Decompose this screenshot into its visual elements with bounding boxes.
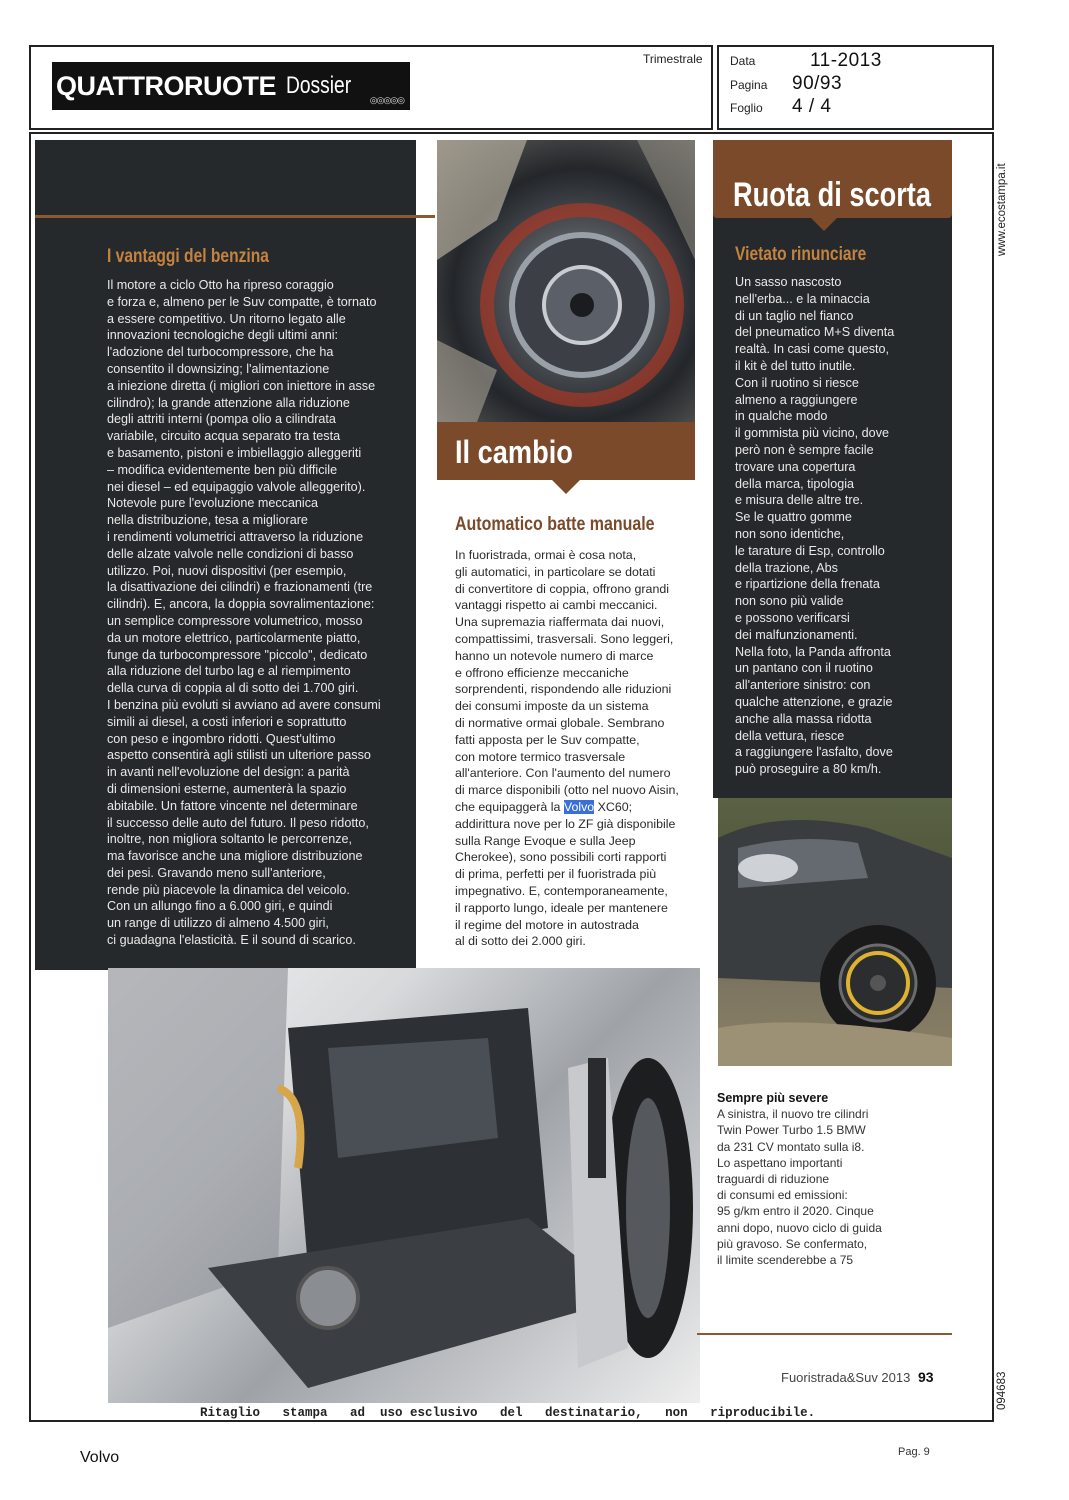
left-heading: I vantaggi del benzina bbox=[107, 246, 269, 267]
right-article-line: e possono verificarsi bbox=[735, 610, 850, 625]
right-article-line: può proseguire a 80 km/h. bbox=[735, 762, 882, 777]
side-url: www.ecostampa.it bbox=[996, 163, 1008, 256]
right-article-line: del pneumatico M+S diventa bbox=[735, 325, 895, 340]
right-article-line: della vettura, riesce bbox=[735, 728, 845, 743]
left-article-line: cilindro); la grande attenzione alla riduzione bbox=[107, 395, 350, 410]
left-article-line: delle alzate valvole nelle condizioni di basso bbox=[107, 546, 354, 561]
middle-article-line: al di sotto dei 2.000 giri. bbox=[455, 934, 586, 949]
right-article-line: della trazione, Abs bbox=[735, 560, 838, 575]
left-article-line: Notevole pure l'evoluzione meccanica bbox=[107, 496, 319, 511]
right-article-line: il kit è del tutto inutile. bbox=[735, 358, 856, 373]
middle-article-line: dei consumi imposte da un sistema bbox=[455, 699, 649, 714]
middle-article-line: con motore termico trasversale bbox=[455, 749, 626, 764]
left-article-line: un semplice compressore volumetrico, mosso bbox=[107, 613, 363, 628]
right-article-line: all'anteriore sinistro: con bbox=[735, 678, 871, 693]
left-article-line: e basamento, pistoni e imbiellaggio alleggeriti bbox=[107, 445, 362, 460]
footer-pag: Pag. 9 bbox=[898, 1446, 930, 1458]
middle-article-line: sorprendenti, rispondendo alle riduzioni bbox=[455, 682, 672, 697]
right-article-line: anche alla massa ridotta bbox=[735, 711, 872, 726]
middle-article-line: addirittura nove per lo ZF già disponibile bbox=[455, 816, 676, 831]
caption-title: Sempre più severe bbox=[717, 1091, 829, 1105]
left-article-line: nei diesel – ed equipaggio valvole alleggerito). bbox=[107, 479, 366, 494]
left-article-line: consentito il downsizing; l'alimentazione bbox=[107, 361, 330, 376]
right-article-line: non sono più valide bbox=[735, 594, 844, 609]
left-article-line: abitabile. Un fattore vincente nel determinare bbox=[107, 798, 358, 813]
caption-line: il limite scenderebbe a 75 bbox=[717, 1253, 854, 1268]
left-article-line: ci guadagna l'elasticità. E il sound di scarico. bbox=[107, 933, 356, 948]
left-article-line: rende più piacevole la dinamica del veicolo. bbox=[107, 882, 350, 897]
photo-caption bbox=[717, 1090, 947, 1268]
middle-article-line: sulla Range Evoque e sulla Jeep bbox=[455, 833, 636, 848]
left-article-line: da un motore elettrico, particolarmente piatto, bbox=[107, 630, 361, 645]
volvo-line-prefix: che equipaggerà la bbox=[455, 799, 564, 814]
middle-article-line: di normative ormai globale. Sembrano bbox=[455, 715, 665, 730]
right-heading: Vietato rinunciare bbox=[735, 244, 867, 265]
left-article-line: un range di utilizzo di almeno 4.500 giri, bbox=[107, 916, 329, 931]
left-rule bbox=[35, 215, 435, 218]
left-article-line: aspetto consentirà agli stilisti un ulteriore passo bbox=[107, 748, 371, 763]
engine-photo bbox=[108, 968, 700, 1403]
left-article-line: degli attriti interni (pompa olio a cilindrata bbox=[107, 412, 336, 427]
left-article-line: inoltre, non migliora soltanto le percorrenze, bbox=[107, 832, 353, 847]
footer-page-number: 93 bbox=[917, 1369, 934, 1385]
right-article-line: però non è sempre facile bbox=[735, 442, 874, 457]
logo-wheels-icon: ◎◎◎◎◎ bbox=[369, 95, 404, 105]
left-article-line: il successo delle auto del futuro. Il peso ridotto, bbox=[107, 815, 369, 830]
caption-line: anni dopo, nuovo ciclo di guida bbox=[717, 1220, 882, 1235]
ruota-banner-pointer bbox=[811, 218, 837, 231]
middle-article-line: impegnativo. E, contemporaneamente, bbox=[455, 883, 668, 898]
left-article-line: cilindri). E, ancora, la doppia sovralimentazione: bbox=[107, 597, 375, 612]
middle-article-line: vantaggi rispetto ai cambi meccanici. bbox=[455, 598, 658, 613]
volvo-highlight[interactable]: Volvo bbox=[563, 799, 595, 814]
cambio-banner-title: Il cambio bbox=[455, 434, 573, 470]
right-article-line: Nella foto, la Panda affronta bbox=[735, 644, 891, 659]
data-label: Data bbox=[730, 54, 756, 68]
left-article-line: a essere competitivo. Un ritorno legato alle bbox=[107, 311, 346, 326]
right-article-line: della marca, tipologia bbox=[735, 476, 855, 491]
side-code: 094683 bbox=[996, 1371, 1008, 1410]
right-article-line: nell'erba... e la minaccia bbox=[735, 291, 870, 306]
middle-article-line: In fuoristrada, ormai è cosa nota, bbox=[455, 548, 637, 562]
left-article-line: la disattivazione dei cilindri) e frazionamenti (tre bbox=[107, 580, 373, 595]
right-article-line: realtà. In casi come questo, bbox=[735, 342, 890, 357]
foglio-label: Foglio bbox=[730, 101, 763, 115]
logo-sub-text: Dossier bbox=[285, 72, 352, 99]
right-article-line: Se le quattro gomme bbox=[735, 510, 852, 525]
left-article-line: I benzina più evoluti si avviano ad avere consumi bbox=[107, 697, 381, 712]
middle-heading: Automatico batte manuale bbox=[455, 514, 655, 535]
caption-line: Lo aspettano importanti bbox=[717, 1155, 843, 1170]
right-article-line: non sono identiche, bbox=[735, 526, 845, 541]
right-article-line: dei malfunzionamenti. bbox=[735, 627, 858, 642]
caption-line: da 231 CV montato sulla i8. bbox=[717, 1139, 865, 1154]
left-article-line: a iniezione diretta (i migliori con iniettore in asse bbox=[107, 378, 376, 393]
ruota-banner-title: Ruota di scorta bbox=[733, 176, 931, 214]
caption-line: più gravoso. Se confermato, bbox=[717, 1236, 868, 1251]
middle-article-line: di marce disponibili (otto nel nuovo Aisin, bbox=[455, 783, 679, 798]
left-article-line: utilizzo. Poi, nuovi dispositivi (per esempio, bbox=[107, 563, 347, 578]
left-article-line: Il motore a ciclo Otto ha ripreso coraggio bbox=[107, 278, 334, 292]
right-article-line: trovare una copertura bbox=[735, 459, 856, 474]
left-article-line: – modifica evidentemente ben più difficile bbox=[107, 462, 338, 477]
footer-magazine bbox=[781, 1369, 934, 1385]
left-article-line: in avanti nell'evoluzione del design: a parità bbox=[107, 765, 350, 780]
left-article-line: della curva di coppia al di sotto dei 1.700 giri. bbox=[107, 681, 359, 696]
pagina-label: Pagina bbox=[730, 78, 768, 92]
left-article-line: ma favorisce anche una migliore distribuzione bbox=[107, 849, 363, 864]
middle-article-body bbox=[455, 547, 700, 950]
right-article-line: un pantano con il ruotino bbox=[735, 661, 873, 676]
volvo-line bbox=[455, 799, 700, 816]
volvo-line-suffix: XC60; bbox=[594, 799, 633, 814]
left-article-line: di dimensioni esterne, aumenterà la spazio bbox=[107, 781, 347, 796]
right-article-line: le tarature di Esp, controllo bbox=[735, 543, 885, 558]
middle-article-line: di convertitore di coppia, offrono grandi bbox=[455, 581, 669, 596]
logo-main-text: QUATTRORUOTE bbox=[56, 70, 276, 101]
left-article-line: e forza e, almeno per le Suv compatte, è tornato bbox=[107, 294, 377, 309]
middle-article-line: Cherokee), sono possibili corti rapporti bbox=[455, 850, 667, 865]
publication-logo bbox=[52, 62, 410, 110]
middle-article-line: fatti apposta per le Suv compatte, bbox=[455, 732, 640, 747]
middle-article-line: compattissimi, trasversali. Sono leggeri, bbox=[455, 631, 674, 646]
caption-line: 95 g/km entro il 2020. Cinque bbox=[717, 1204, 874, 1219]
right-article-line: di un taglio nel fianco bbox=[735, 308, 854, 323]
caption-line: di consumi ed emissioni: bbox=[717, 1188, 848, 1203]
footer-magazine-name: Fuoristrada&Suv 2013 bbox=[781, 1370, 911, 1385]
panda-photo bbox=[718, 798, 952, 1066]
right-article-body bbox=[735, 274, 947, 778]
left-article-line: variabile, circuito acqua separato tra testa bbox=[107, 429, 341, 444]
ritaglio-notice: Ritaglio stampa ad uso esclusivo del destinatario, non riproducibile. bbox=[200, 1406, 816, 1420]
right-article-line: il gommista più vicino, dove bbox=[735, 426, 889, 441]
left-article-line: alla riduzione del turbo lag e al riempimento bbox=[107, 664, 351, 679]
pagina-value: 90/93 bbox=[792, 73, 843, 94]
middle-article-line: all'anteriore. Con l'aumento del numero bbox=[455, 766, 671, 781]
right-article-line: a raggiungere l'asfalto, dove bbox=[735, 745, 893, 760]
right-article-line: Un sasso nascosto bbox=[735, 275, 842, 289]
left-article-line: i rendimenti volumetrici attraverso la riduzione bbox=[107, 529, 364, 544]
left-article-line: simili ai diesel, a costi inferiori e soprattutto bbox=[107, 714, 347, 729]
data-value: 11-2013 bbox=[810, 50, 882, 71]
middle-article-line: di prima, perfetti per il fuoristrada più bbox=[455, 867, 657, 882]
left-article-line: Con un allungo fino a 6.000 giri, e quindi bbox=[107, 899, 333, 914]
middle-article-line: il regime del motore in autostrada bbox=[455, 917, 639, 932]
right-article-line: e ripartizione della frenata bbox=[735, 577, 880, 592]
caption-line: traguardi di riduzione bbox=[717, 1172, 830, 1187]
middle-article-line: gli automatici, in particolare se dotati bbox=[455, 564, 656, 579]
left-article-line: funge da turbocompressore "piccolo", dedicato bbox=[107, 647, 368, 662]
left-article-line: l'adozione del turbocompressore, che ha bbox=[107, 345, 334, 360]
left-article-line: dei pesi. Gravando meno sull'anteriore, bbox=[107, 865, 326, 880]
gearbox-photo bbox=[437, 140, 695, 422]
foglio-value: 4 / 4 bbox=[792, 96, 832, 117]
middle-article-line: e offrono efficienze meccaniche bbox=[455, 665, 629, 680]
right-article-line: Con il ruotino si riesce bbox=[735, 375, 859, 390]
middle-article-line: hanno un notevole numero di marce bbox=[455, 648, 654, 663]
right-article-line: in qualche modo bbox=[735, 409, 828, 424]
ruota-banner bbox=[713, 140, 952, 218]
left-article-body bbox=[107, 277, 412, 949]
right-article-line: almeno a raggiungere bbox=[735, 392, 858, 407]
cambio-banner-pointer bbox=[552, 480, 580, 494]
right-article-line: qualche attenzione, e grazie bbox=[735, 694, 893, 709]
left-article-line: con peso e ingombro ridotti. Quest'ultimo bbox=[107, 731, 336, 746]
cambio-banner bbox=[437, 422, 695, 480]
caption-line: A sinistra, il nuovo tre cilindri bbox=[717, 1107, 869, 1122]
left-article-line: nella distribuzione, tesa a migliorare bbox=[107, 513, 308, 528]
footer-brand: Volvo bbox=[80, 1449, 120, 1466]
caption-line: Twin Power Turbo 1.5 BMW bbox=[717, 1123, 866, 1138]
middle-article-line: il rapporto lungo, ideale per mantenere bbox=[455, 900, 668, 915]
middle-article-line: Una supremazia riaffermata dai nuovi, bbox=[455, 615, 665, 630]
left-article-line: innovazioni tecnologiche degli ultimi anni: bbox=[107, 328, 339, 343]
periodicity: Trimestrale bbox=[643, 52, 703, 66]
right-article-line: e misura delle altre tre. bbox=[735, 493, 864, 508]
bottom-right-rule bbox=[697, 1333, 952, 1335]
